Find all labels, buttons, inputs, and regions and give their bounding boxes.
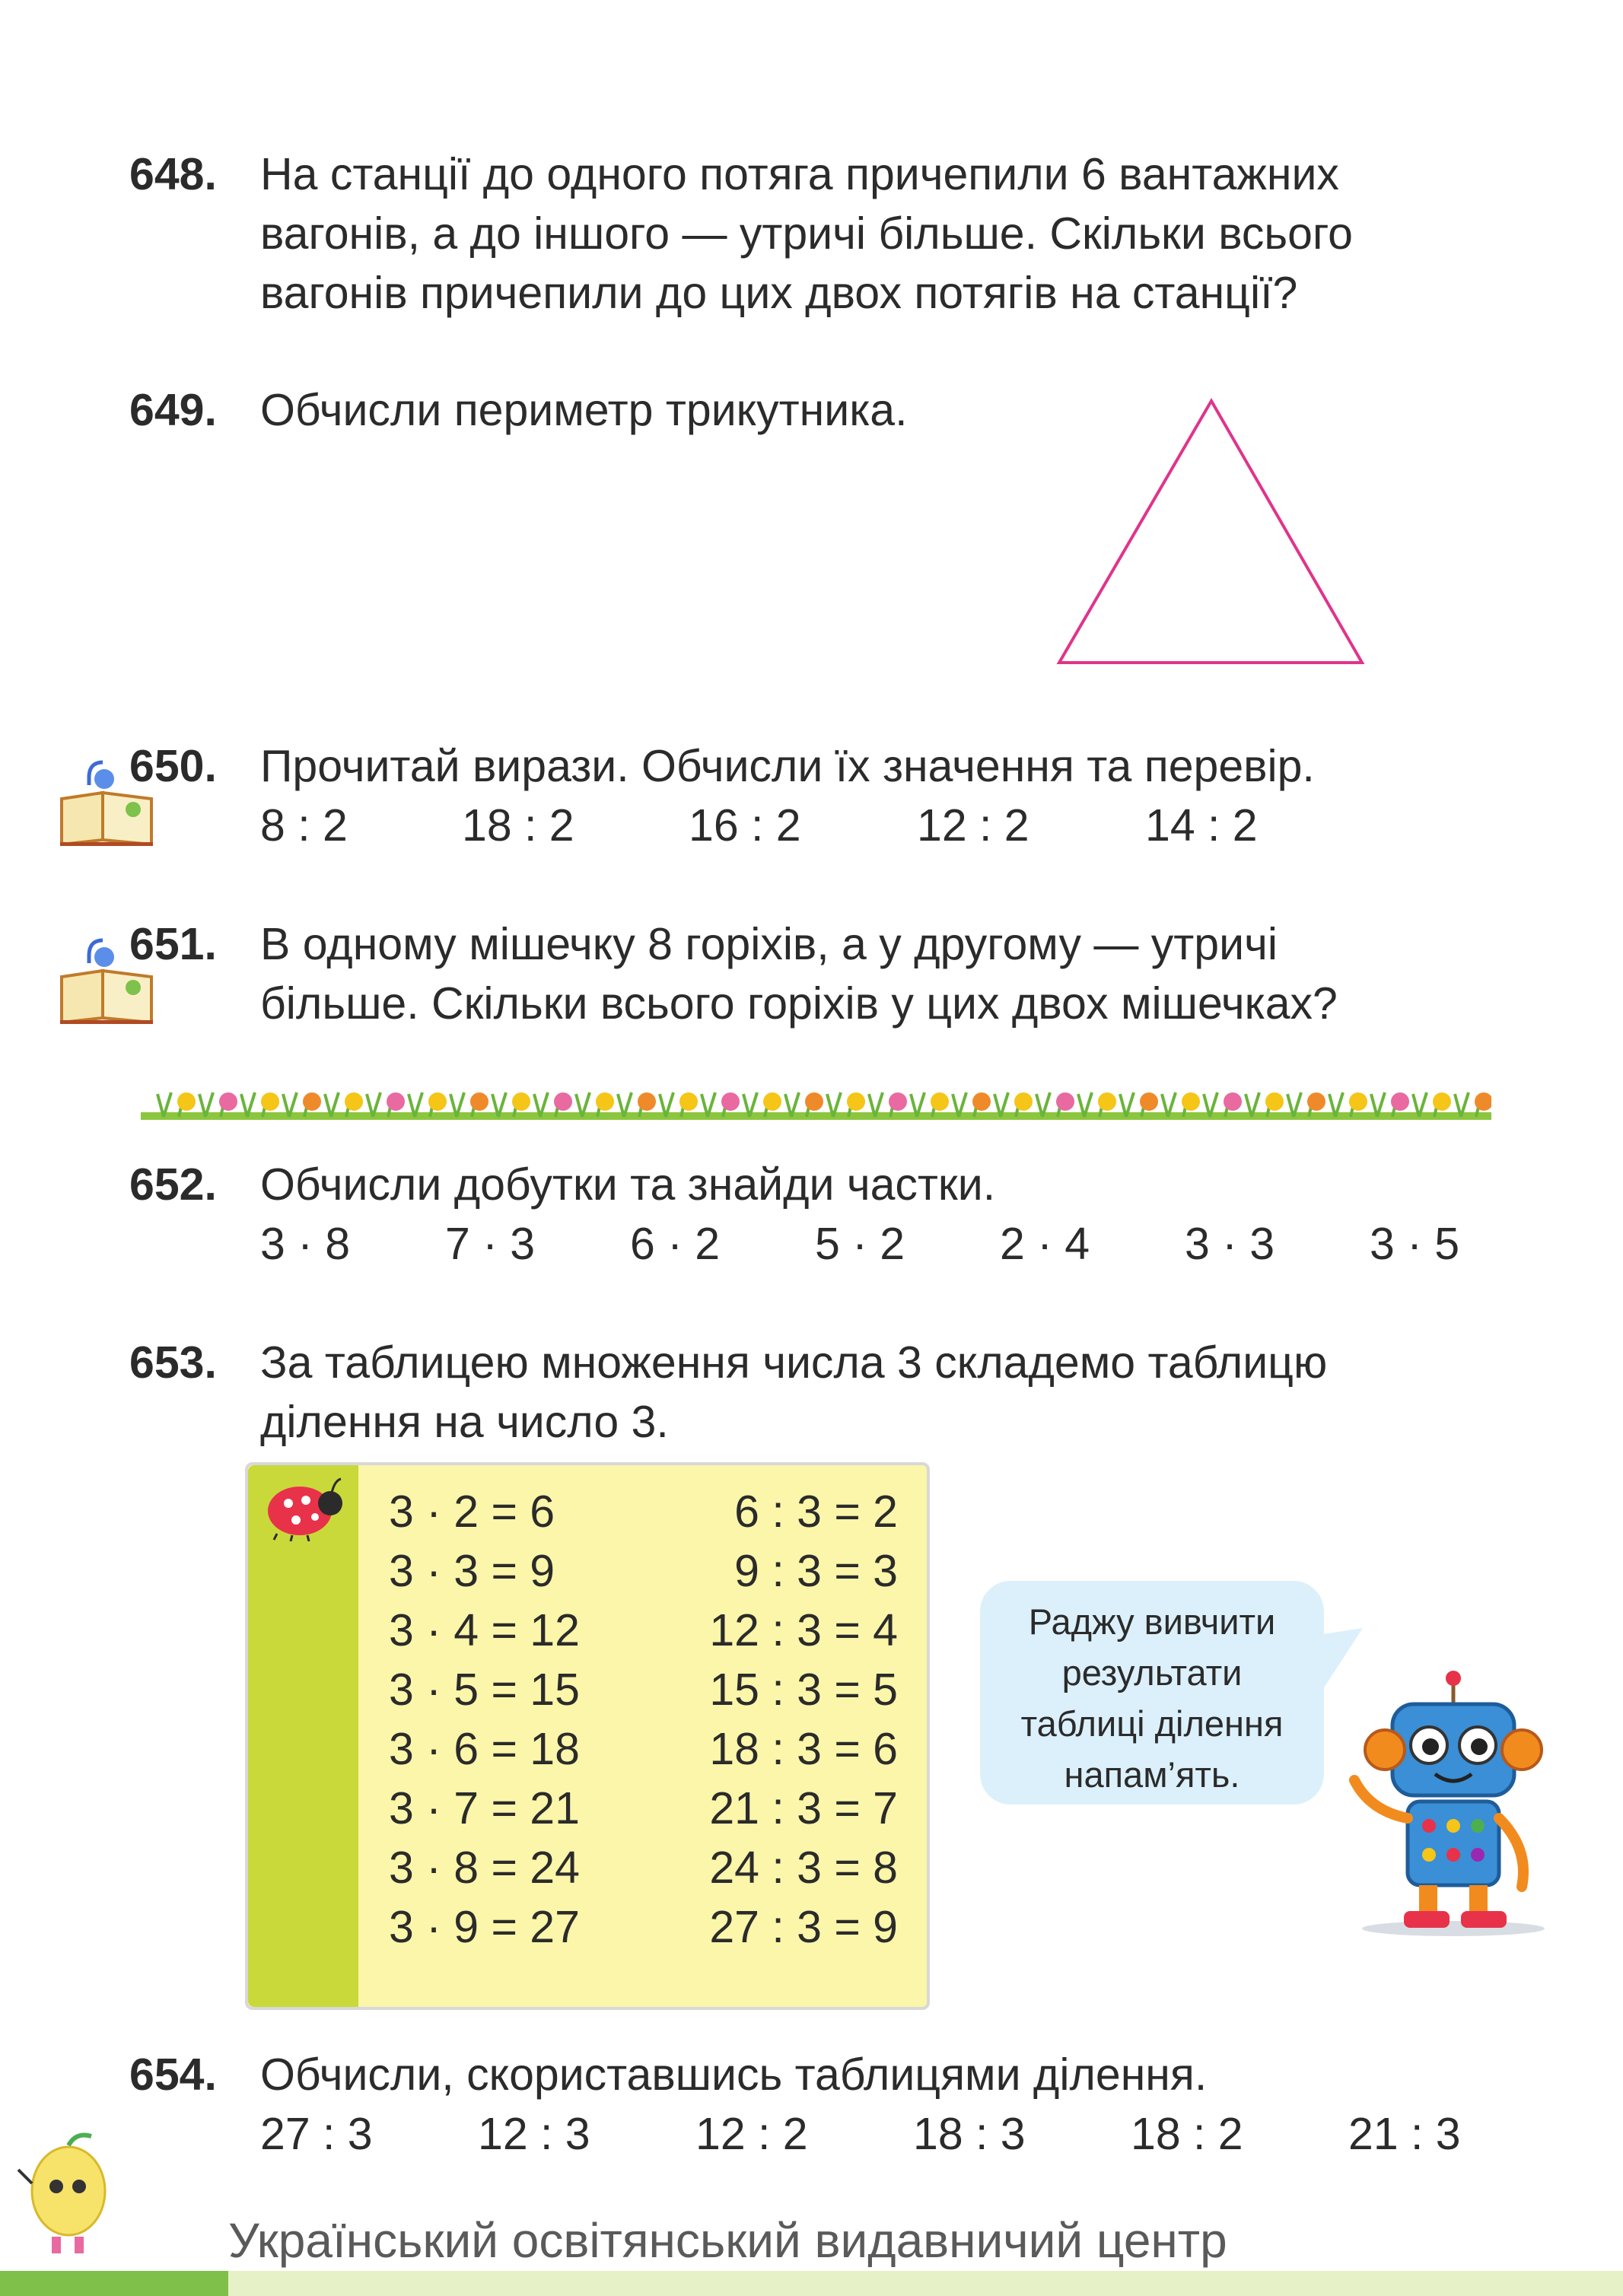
multiplication-fact: 3 · 2 = 6 [389, 1487, 555, 1537]
task-number: 650. [129, 741, 217, 791]
expression: 21 : 3 [1348, 2109, 1461, 2159]
expression: 6 · 2 [630, 1219, 721, 1269]
expression: 16 : 2 [689, 800, 801, 851]
multiplication-fact: 3 · 3 = 9 [389, 1546, 555, 1596]
task-text: Обчисли, скориставшись таблицями ділення. [260, 2050, 1208, 2100]
division-fact: 15 : 3 = 5 [709, 1665, 898, 1715]
multiplication-fact: 3 · 6 = 18 [389, 1724, 580, 1774]
task-line: В одному мішечку 8 горіхів, а у другому — утричі [260, 919, 1278, 969]
task-651 [129, 914, 1622, 1033]
expression: 12 : 2 [917, 800, 1029, 851]
ladybug-icon [262, 1473, 345, 1541]
expression: 18 : 2 [462, 800, 574, 851]
expression: 14 : 2 [1145, 800, 1258, 851]
division-table [245, 1462, 930, 2010]
task-line: більше. Скільки всього горіхів у цих двох мішечках? [260, 978, 1338, 1029]
expression: 27 : 3 [260, 2109, 373, 2159]
task-654 [129, 2045, 1207, 2104]
expression: 2 · 4 [1000, 1219, 1090, 1269]
task-number: 652. [129, 1159, 217, 1210]
expression: 3 · 8 [260, 1219, 351, 1269]
task-number: 653. [129, 1337, 217, 1388]
task-text: Обчисли добутки та знайди частки. [260, 1159, 996, 1210]
task-number: 649. [129, 385, 217, 435]
task-line: На станції до одного потяга причепили 6 вантажних [260, 149, 1339, 199]
grass-flowers-border [141, 1079, 1491, 1126]
triangle-figure [1050, 392, 1370, 673]
robot-illustration [1339, 1666, 1560, 1940]
task-652 [129, 1155, 995, 1214]
task-line: ділення на число 3. [260, 1397, 669, 1447]
task-648 [129, 145, 1622, 323]
speech-bubble [980, 1581, 1324, 1805]
expression: 18 : 3 [913, 2109, 1026, 2159]
division-fact: 24 : 3 = 8 [709, 1843, 898, 1893]
task-number: 654. [129, 2050, 217, 2100]
task-text: Прочитай вирази. Обчисли їх значення та перевір. [260, 741, 1315, 791]
publisher-name: Український освітянський видавничий центр [228, 2213, 1227, 2268]
division-fact: 12 : 3 = 4 [709, 1605, 898, 1655]
multiplication-fact: 3 · 4 = 12 [389, 1605, 580, 1655]
division-fact: 6 : 3 = 2 [734, 1487, 898, 1537]
task-653 [129, 1333, 1622, 1452]
multiplication-fact: 3 · 7 = 21 [389, 1783, 580, 1833]
expression: 12 : 3 [478, 2109, 590, 2159]
task-649 [129, 380, 908, 440]
division-fact: 9 : 3 = 3 [734, 1546, 898, 1596]
task-line: вагонів, а до іншого — утричі більше. Скільки всього [260, 208, 1353, 259]
bottom-bar [0, 2271, 1623, 2296]
multiplication-fact: 3 · 8 = 24 [389, 1843, 580, 1893]
task-650 [129, 736, 1315, 796]
bubble-line: результати [1061, 1652, 1243, 1693]
expression: 18 : 2 [1131, 2109, 1243, 2159]
task-number: 648. [129, 149, 217, 199]
bubble-line: Раджу вивчити [1028, 1601, 1276, 1642]
division-fact: 21 : 3 = 7 [709, 1783, 898, 1833]
expression: 8 : 2 [260, 800, 348, 851]
task-number: 651. [129, 919, 217, 969]
multiplication-fact: 3 · 9 = 27 [389, 1902, 580, 1952]
expression: 3 · 3 [1185, 1219, 1275, 1269]
multiplication-fact: 3 · 5 = 15 [389, 1665, 580, 1715]
lemon-character-icon [15, 2130, 122, 2259]
expression: 3 · 5 [1370, 1219, 1460, 1269]
division-fact: 18 : 3 = 6 [709, 1724, 898, 1774]
task-text: Обчисли периметр трикутника. [260, 385, 908, 435]
expression: 7 · 3 [445, 1219, 536, 1269]
table-strip [248, 1465, 358, 2007]
division-fact: 27 : 3 = 9 [709, 1902, 898, 1952]
task-line: вагонів причепили до цих двох потягів на станції? [260, 268, 1298, 318]
task-line: За таблицею множення числа 3 складемо таблицю [260, 1337, 1328, 1388]
expression: 12 : 2 [695, 2109, 808, 2159]
bubble-line: таблиці ділення [1020, 1703, 1284, 1744]
bubble-line: напам’ять. [1064, 1754, 1240, 1795]
expression: 5 · 2 [815, 1219, 905, 1269]
